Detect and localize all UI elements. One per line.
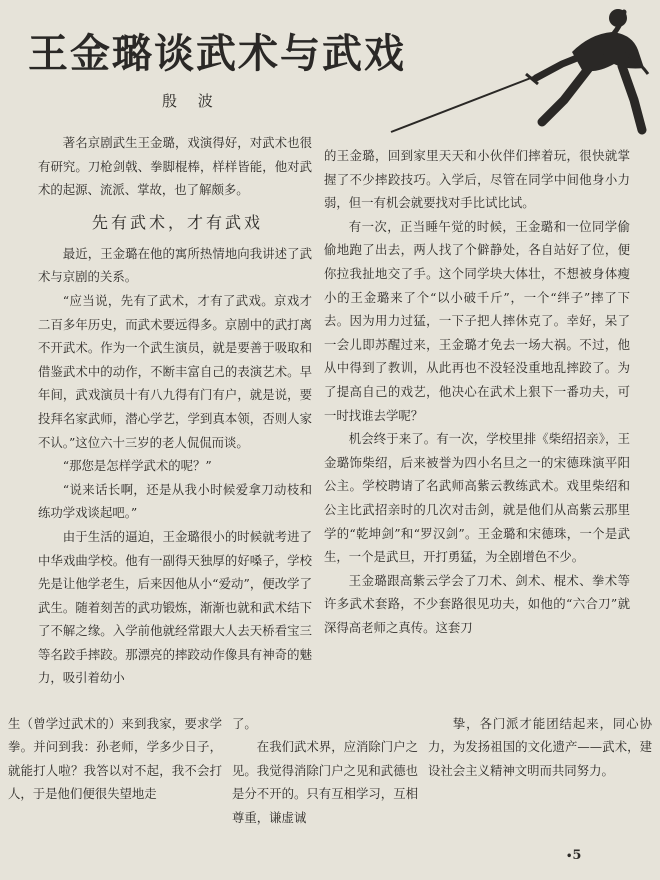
bottom-column-2 xyxy=(232,712,418,829)
paragraph-continued: 挚，各门派才能团结起来，同心协力，为发扬祖国的文化遗产——武术，建设社会主义精神文明而共同努力。 xyxy=(428,716,652,778)
text-column-left xyxy=(38,131,312,686)
paragraph: 最近，王金璐在他的寓所热情地向我讲述了武术与京剧的关系。 xyxy=(38,245,312,285)
bottom-column-3 xyxy=(428,712,652,782)
bottom-column-1 xyxy=(8,712,222,806)
paragraph: “说来话长啊，还是从我小时候爱拿刀动枝和练功学戏谈起吧。” xyxy=(38,481,312,521)
paragraph: 由于生活的逼迫，王金璐很小的时候就考进了中华戏曲学校。他有一副得天独厚的好嗓子，学校先是让他学老生，后来因他从小“爱动”，便改学了武生。随着刻苦的武功锻炼，渐渐也就和武术结下了不解之缘。入学前他就经常跟大人去天桥看宝三等名跤手摔跤。那漂亮的摔跤动作像具有神奇的魅力，吸引着幼小 xyxy=(38,528,312,686)
paragraph: “那您是怎样学武术的呢？” xyxy=(62,458,212,474)
paragraph: 机会终于来了。有一次，学校里排《柴绍招亲》，王金璐饰柴绍，后来被誉为四小名旦之一的宋德珠演平阳公主。学校聘请了名武师高紫云教练武术。戏里柴绍和公主比武招亲时的几次对击剑，就是他们从高紫云那里学的“乾坤剑”和“罗汉剑”。王金璐和宋德珠，一个是武生，一个是武旦，开打勇猛，为全剧增色不少。 xyxy=(324,431,630,565)
section-subheading: 先有武术，才有武戏 xyxy=(92,212,264,232)
swordsman-illustration xyxy=(386,4,648,136)
article-author: 殷 波 xyxy=(162,92,221,110)
article-title: 王金璐谈武术与武戏 xyxy=(28,31,406,77)
paragraph-continued: 生（曾学过武术的）来到我家，要求学拳。并问到我：孙老师，学多少日子，就能打人啦？我答以对不起，我不会打人，于是他们便很失望地走 xyxy=(8,716,222,802)
paragraph: 有一次，正当睡午觉的时候，王金璐和一位同学偷偷地跑了出去，两人找了个僻静处，各自站好了位，便你拉我扯地交了手。这个同学块大体壮，不想被身体瘦小的王金璐来了个“以小破千斤”，一个“绊子”摔了下去。因为用力过猛，一下子把人摔休克了。幸好，呆了一会儿即苏醒过来，王金璐才免去一场大祸。不过，他从中得到了教训，从此再也不没轻没重地乱摔跤了。为了提高自己的戏艺，他决心在武术上狠下一番功夫，可一时找谁去学呢？ xyxy=(324,218,630,423)
paragraph: 在我们武术界，应消除门户之见。我觉得消除门户之见和武德也是分不开的。只有互相学习，互相尊重，谦虚诚 xyxy=(232,739,418,825)
page-number: •5 xyxy=(566,848,582,863)
text-column-right xyxy=(324,144,630,694)
paragraph: 王金璐跟高紫云学会了刀术、剑术、棍术、拳术等许多武术套路，不少套路很见功夫，如他的“六合刀”就深得高老师之真传。这套刀 xyxy=(324,572,630,635)
paragraph-end: 了。 xyxy=(232,716,257,731)
page-number-value: 5 xyxy=(572,848,582,863)
paragraph-continued: 的王金璐，回到家里天天和小伙伴们摔着玩，很快就掌握了不少摔跤技巧。入学后，尽管在同学中间他身小力弱，但一有机会就要找对手比试比试。 xyxy=(324,148,630,211)
paragraph: “应当说，先有了武术，才有了武戏。京戏才二百多年历史，而武术要远得多。京剧中的武打离不开武术。作为一个武生演员，就是要善于吸取和借鉴武术中的动作，不断丰富自己的表演艺术。早年间，武戏演员十有八九得有门有户，就是说，要投拜名家武师，潜心学艺，学到真本领，否则人家不认。”这位六十三岁的老人侃侃而谈。 xyxy=(38,292,312,450)
intro-paragraph: 著名京剧武生王金璐，戏演得好，对武术也很有研究。刀枪剑戟、拳脚棍棒，样样皆能，他对武术的起源、流派、掌故，也了解颇多。 xyxy=(38,135,312,198)
